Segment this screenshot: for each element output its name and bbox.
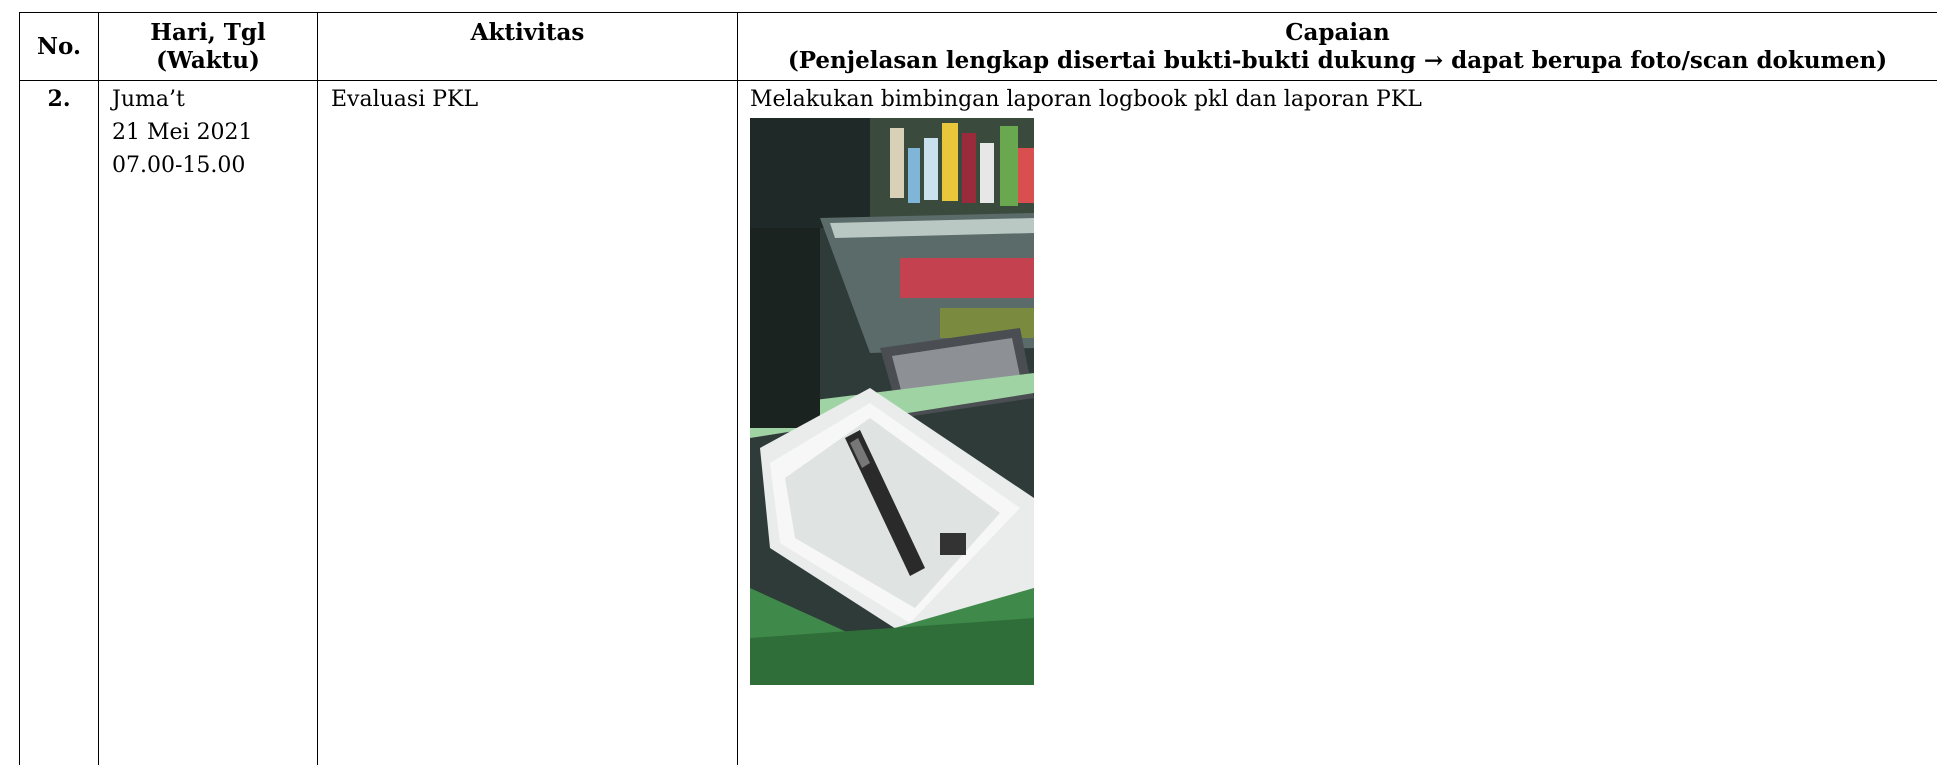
row-activity: Evaluasi PKL (318, 81, 738, 765)
header-achievement (738, 13, 1937, 81)
row-day: Juma’t (112, 87, 185, 112)
header-row (20, 13, 1937, 81)
row-achievement: Melakukan bimbingan laporan logbook pkl dan laporan PKL (750, 87, 1422, 112)
table-header (20, 13, 1937, 81)
row-time: 07.00-15.00 (112, 153, 246, 178)
header-day-label: Hari, Tgl (150, 19, 266, 46)
row-achievement-cell (738, 81, 1937, 765)
header-no (20, 13, 99, 81)
evidence-photo (750, 118, 1034, 685)
header-day (99, 13, 318, 81)
table-body (20, 81, 1937, 765)
row-date: 21 Mei 2021 (112, 120, 253, 145)
logbook-table (19, 12, 1937, 765)
row-number: 2. (20, 81, 99, 765)
header-activity (318, 13, 738, 81)
header-achievement-label: Capaian (1285, 19, 1390, 46)
table-row (20, 81, 1937, 765)
header-activity-label: Aktivitas (470, 19, 585, 46)
row-day-cell (99, 81, 318, 765)
header-achievement-note: (Penjelasan lengkap disertai bukti-bukti dukung → dapat berupa foto/scan dokumen) (787, 47, 1888, 74)
header-no-label: No. (37, 32, 81, 60)
header-time-label: (Waktu) (156, 47, 260, 74)
evidence-photo-illustration (750, 118, 1034, 685)
logbook-sheet (19, 12, 1937, 765)
